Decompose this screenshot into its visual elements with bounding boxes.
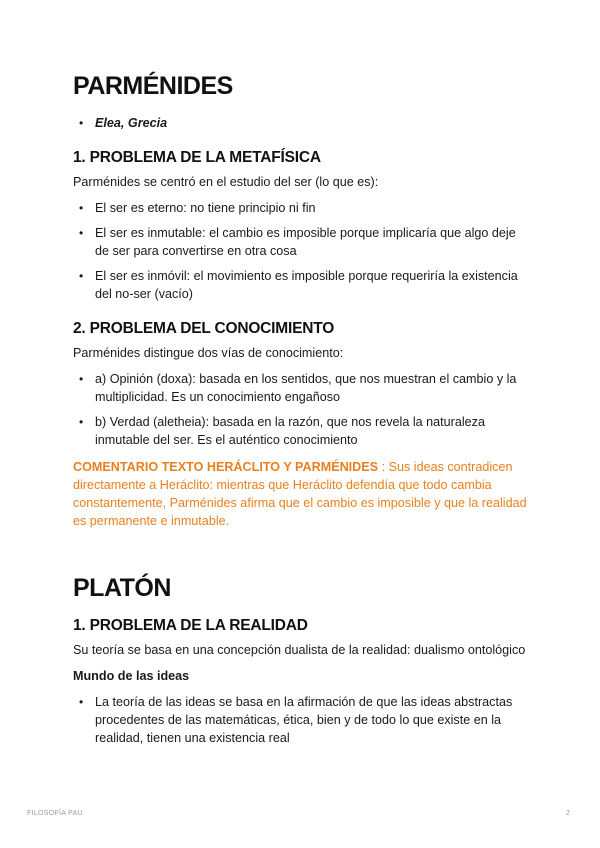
list-item: • El ser es inmóvil: el movimiento es imposible porque requeriría la existencia del no-ser (vacío) [73, 267, 533, 303]
ideas-subheading: Mundo de las ideas [73, 669, 190, 683]
list-item: • b) Verdad (aletheia): basada en la razón, que nos revela la naturaleza inmutable del ser. Es el auténtico conocimiento [73, 413, 533, 449]
metaphysics-heading: 1. PROBLEMA DE LA METAFÍSICA [73, 149, 321, 166]
comment-paragraph [73, 458, 533, 530]
metaphysics-list [73, 199, 533, 303]
reality-intro: Su teoría se basa en una concepción dualista de la realidad: dualismo ontológico [73, 643, 526, 657]
ideas-list [73, 693, 533, 747]
origin-list [73, 114, 533, 132]
comment-label: COMENTARIO TEXTO HERÁCLITO Y PARMÉNIDES [73, 460, 379, 474]
platon-title: PLATÓN [73, 574, 171, 602]
parmenides-title: PARMÉNIDES [73, 72, 233, 100]
list-item: • a) Opinión (doxa): basada en los sentidos, que nos muestran el cambio y la multiplicidad. Es un conocimiento engañoso [73, 370, 533, 406]
reality-heading: 1. PROBLEMA DE LA REALIDAD [73, 617, 308, 634]
list-item: • El ser es inmutable: el cambio es imposible porque implicaría que algo deje de ser para convertirse en otra cosa [73, 224, 533, 260]
knowledge-intro: Parménides distingue dos vías de conocimiento: [73, 346, 344, 360]
list-item: • La teoría de las ideas se basa en la afirmación de que las ideas abstractas procedentes de las matemáticas, ética, bien y de todo lo que existe en la realidad, tienen una existencia real [73, 693, 533, 747]
knowledge-list [73, 370, 533, 449]
knowledge-heading: 2. PROBLEMA DEL CONOCIMIENTO [73, 320, 335, 337]
document-page [73, 70, 533, 747]
metaphysics-intro: Parménides se centró en el estudio del ser (lo que es): [73, 175, 379, 189]
footer-label: FILOSOFÍA PAU [27, 810, 83, 817]
origin-item: • Elea, Grecia [73, 114, 533, 132]
list-item: • El ser es eterno: no tiene principio ni fin [73, 199, 533, 217]
page-number: 2 [566, 810, 570, 817]
comment-text: : Sus ideas contradicen directamente a Heráclito: mientras que Heráclito defendía que todo cambia constantemente, Parménides afirma que el cambio es imposible y que la realidad es permanente e inmutable. [73, 460, 527, 528]
